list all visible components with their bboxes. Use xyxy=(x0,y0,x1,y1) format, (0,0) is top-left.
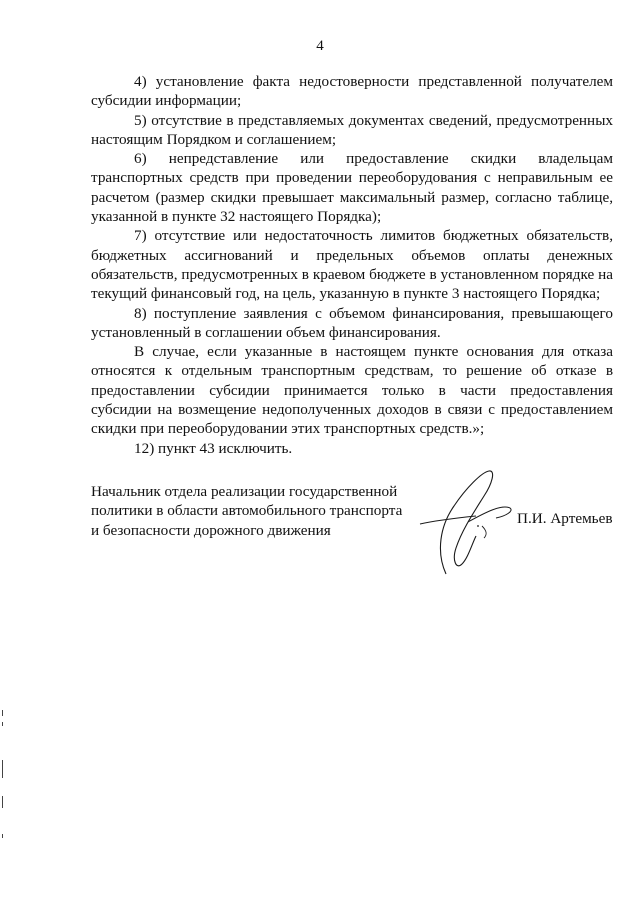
document-body xyxy=(91,72,613,458)
signer-name: П.И. Артемьев xyxy=(517,510,613,527)
paragraph-item-4: 4) установление факта недостоверности представленной получателем субсидии информации; xyxy=(91,73,613,110)
signature-block xyxy=(91,482,640,592)
paragraph-point-12: 12) пункт 43 исключить. xyxy=(134,439,293,457)
paragraph-item-7: 7) отсутствие или недостаточность лимитов бюджетных обязательств, бюджетных ассигнований и предельных объемов оплаты денежных обязательств, предусмотренных в краевом бюджете в установленном порядке на текущий финансовый год, на цель, указанную в пункте 3 настоящего Порядка; xyxy=(91,227,613,303)
paragraph-item-5: 5) отсутствие в представляемых документах сведений, предусмотренных настоящим Порядком и соглашением; xyxy=(91,111,613,148)
paragraph-item-6: 6) непредставление или предоставление скидки владельцам транспортных средств при проведении переоборудования с неправильным ее расчетом (размер скидки превышает максимальный размер, согласно таблице, указанной в пункте 32 настоящего Порядка); xyxy=(91,150,613,226)
signer-position-line: Начальник отдела реализации государственной xyxy=(91,483,398,500)
scan-edge-marks xyxy=(0,700,6,860)
paragraph-exception-note: В случае, если указанные в настоящем пункте основания для отказа относятся к отдельным транспортным средствам, то решение об отказе в предоставлении субсидии принимается только в части предоставления субсидии на возмещение недополученных доходов в связи с предоставлением скидки при переоборудовании этих транспортных средств.»; xyxy=(91,343,613,438)
signer-position xyxy=(91,482,402,540)
paragraph-item-8: 8) поступление заявления с объемом финансирования, превышающего установленный в соглашении объем финансирования. xyxy=(91,304,613,341)
signer-position-line: политики в области автомобильного транспорта xyxy=(91,502,403,520)
page-number: 4 xyxy=(316,38,324,54)
signer-position-line: и безопасности дорожного движения xyxy=(91,521,331,539)
handwritten-signature xyxy=(416,466,526,584)
